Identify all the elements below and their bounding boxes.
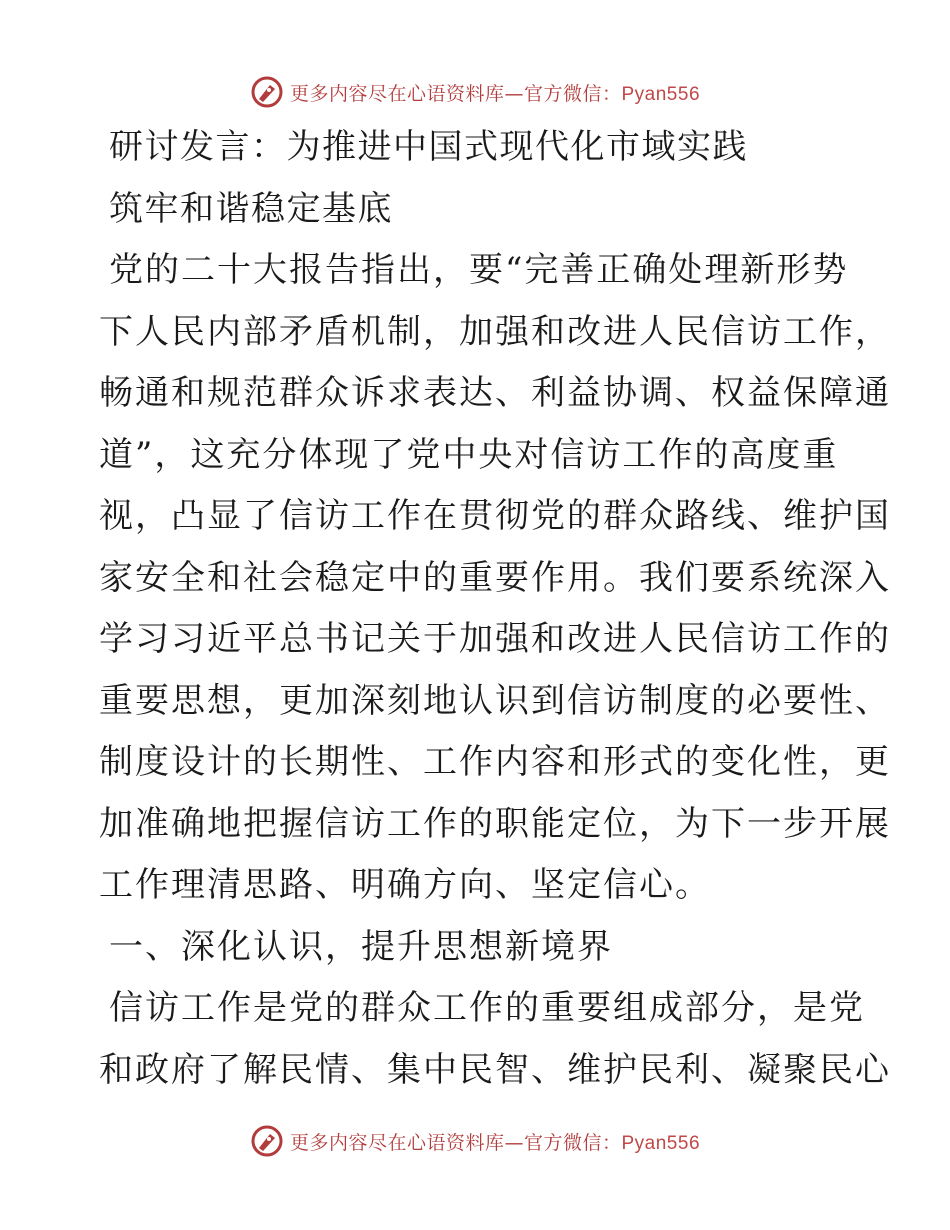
watermark-label: 更多内容尽在心语资料库—官方微信：: [289, 1131, 622, 1154]
pen-nib-logo-icon: [250, 75, 284, 109]
title-line-1: 研讨发言：为推进中国式现代化市域实践: [109, 127, 748, 167]
pen-nib-logo-icon: [250, 1124, 284, 1158]
paragraph-line: 畅通和规范群众诉求表达、利益协调、权益保障通: [99, 373, 891, 413]
paragraph-line: 家安全和社会稳定中的重要作用。我们要系统深入: [99, 557, 891, 598]
paragraph-line: 下人民内部矛盾机制，加强和改进人民信访工作，: [99, 311, 891, 352]
paragraph-2: [99, 978, 891, 1101]
watermark-wechat-id: Pyan556: [621, 1132, 701, 1154]
paragraph-line: 信访工作是党的群众工作的重要组成部分，是党: [109, 988, 865, 1028]
header-watermark: [0, 72, 950, 112]
watermark-text: [290, 79, 700, 106]
paragraph-line: 制度设计的长期性、工作内容和形式的变化性，更: [99, 742, 891, 782]
paragraph-line: 重要思想，更加深刻地认识到信访制度的必要性、: [99, 680, 891, 721]
watermark-text: [290, 1128, 700, 1155]
watermark-label: 更多内容尽在心语资料库—官方微信：: [289, 82, 622, 105]
footer-watermark: [0, 1121, 950, 1161]
paragraph-line: 党的二十大报告指出，要“完善正确处理新形势: [109, 250, 849, 290]
document-body: [99, 117, 891, 1101]
title-line-2: 筑牢和谐稳定基底: [109, 188, 393, 229]
paragraph-line: 道”，这充分体现了党中央对信访工作的高度重: [99, 434, 839, 475]
paragraph-line: 学习习近平总书记关于加强和改进人民信访工作的: [99, 619, 891, 659]
section-heading-1: 一、深化认识，提升思想新境界: [109, 926, 613, 967]
watermark-wechat-id: Pyan556: [621, 83, 701, 105]
paragraph-line: 视，凸显了信访工作在贯彻党的群众路线、维护国: [99, 496, 891, 536]
paragraph-line: 工作理清思路、明确方向、坚定信心。: [99, 865, 711, 905]
paragraph-1: [99, 240, 891, 917]
paragraph-line: 加准确地把握信访工作的职能定位，为下一步开展: [99, 803, 891, 844]
paragraph-line: 和政府了解民情、集中民智、维护民利、凝聚民心: [99, 1049, 891, 1090]
